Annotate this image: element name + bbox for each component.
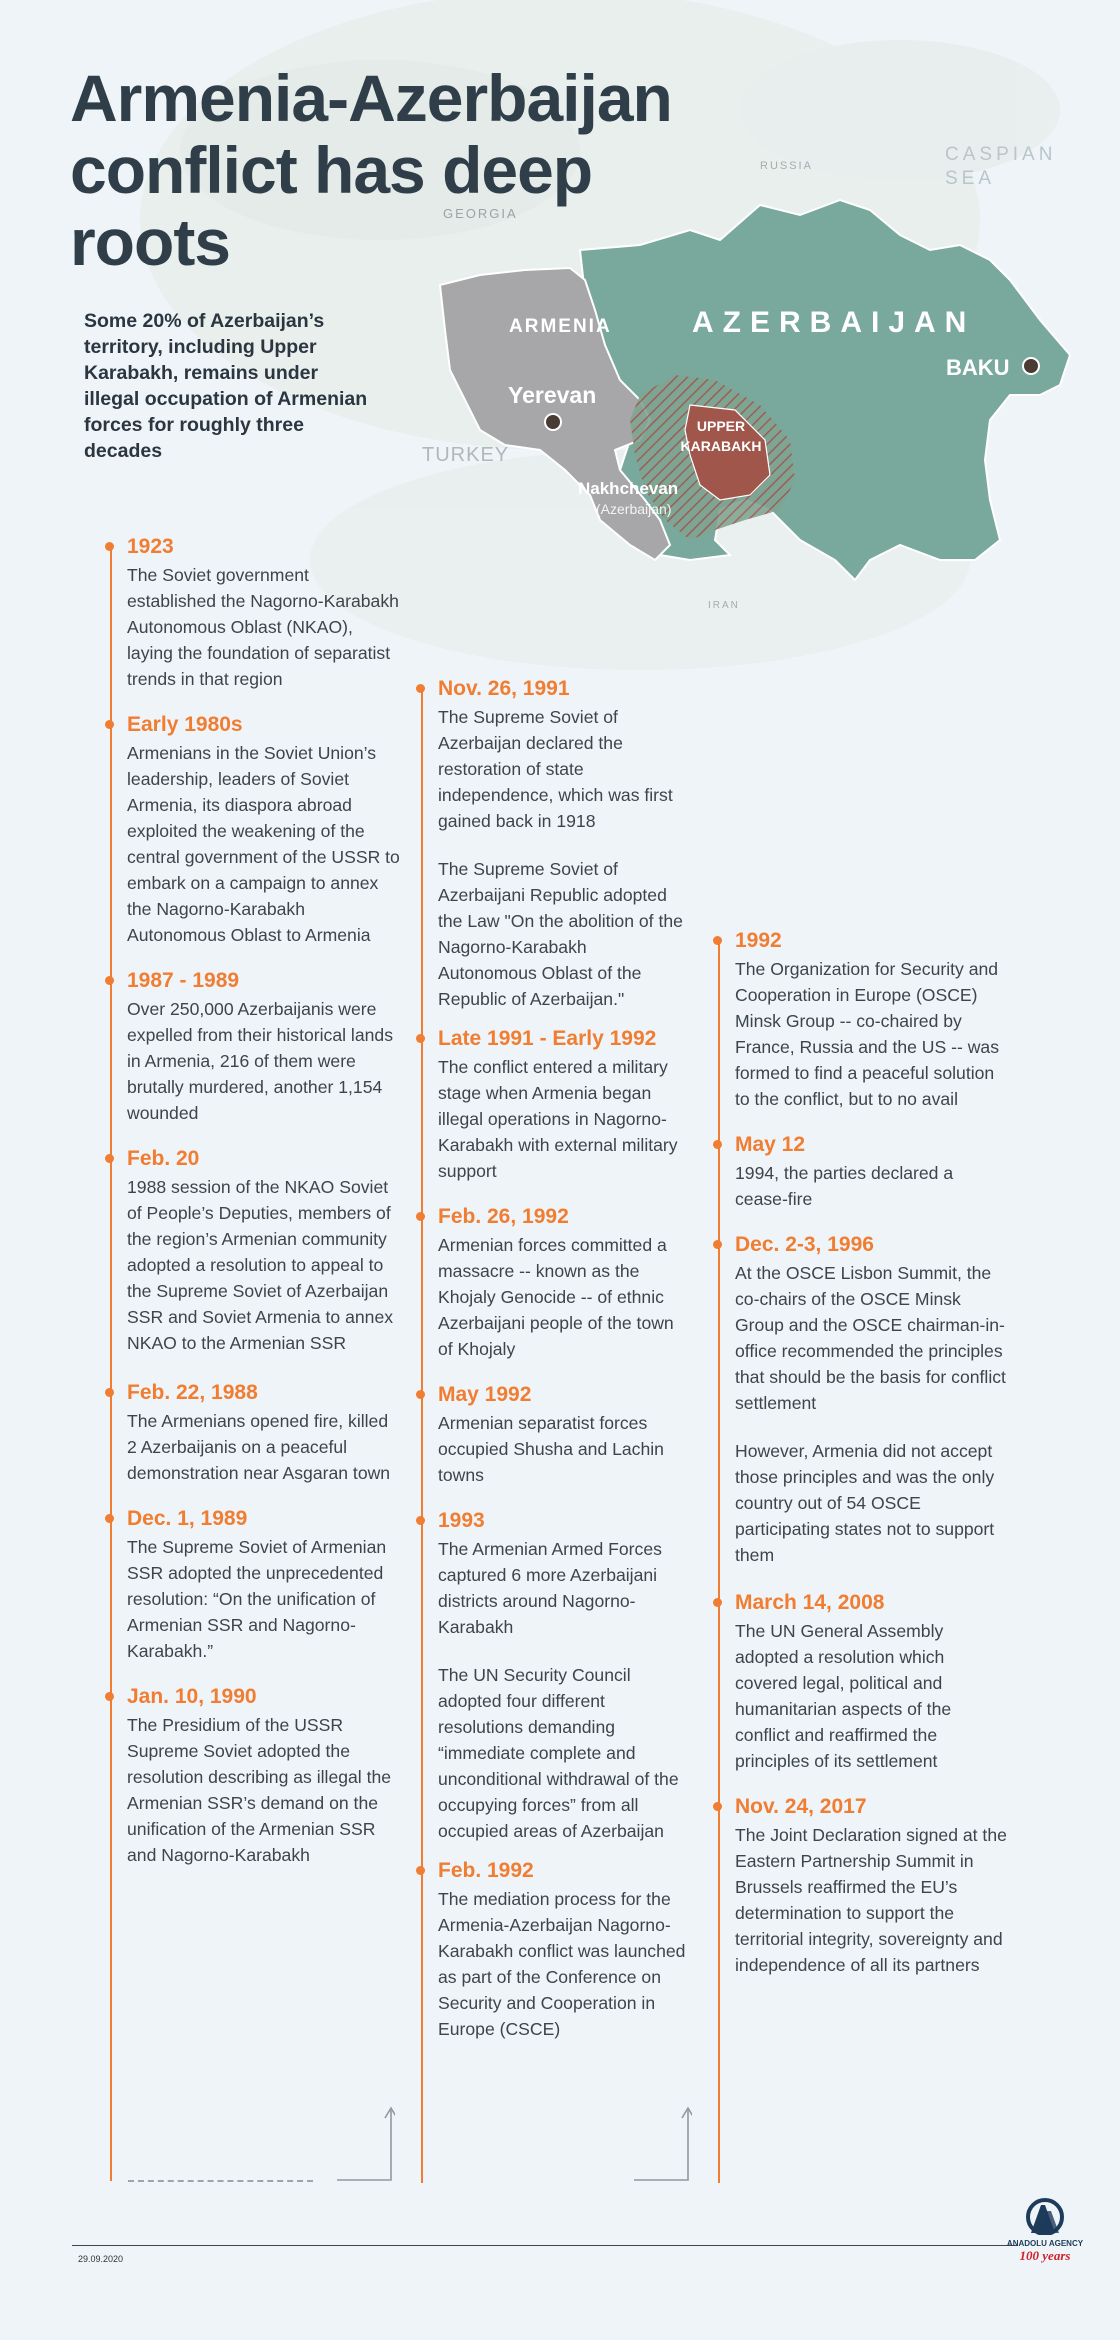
timeline-entry [111, 1146, 401, 1356]
entry-text-continued: The UN Security Council adopted four different resolutions demanding “immediate complete and unconditional withdrawal of the occupying forces” from all occupied areas of Azerbaijan [438, 1665, 679, 1841]
entry-date: Dec. 2-3, 1996 [735, 1233, 874, 1256]
timeline-dot [713, 1140, 722, 1149]
entry-text: 1994, the parties declared a cease-fire [735, 1163, 954, 1209]
timeline-column-1 [111, 534, 401, 1868]
timeline-dot [713, 1598, 722, 1607]
page-title: Armenia-Azerbaijan conflict has deep roots [70, 61, 672, 279]
timeline-entry [719, 928, 1009, 1112]
entry-text-continued: However, Armenia did not accept those principles and was the only country out of 54 OSCE participating states not to support them [735, 1441, 995, 1565]
entry-date: 1923 [127, 535, 174, 558]
entry-date: Early 1980s [127, 713, 243, 736]
timeline-entry [422, 1382, 687, 1488]
timeline-column-3 [719, 928, 1009, 1978]
timeline-dot [105, 720, 114, 729]
continue-arrow-icon [632, 2104, 692, 2186]
entry-text: The Presidium of the USSR Supreme Soviet adopted the resolution describing as illegal the Armenian SSR’s demand on the unification of the Armenian SSR and Nagorno-Karabakh [127, 1715, 392, 1865]
page-subtitle: Some 20% of Azerbaijan’s territory, including Upper Karabakh, remains under illegal occupation of Armenian forces for roughly three decades [84, 310, 368, 462]
timeline-dot [105, 1154, 114, 1163]
timeline-dot [105, 542, 114, 551]
entry-text: The Joint Declaration signed at the Eastern Partnership Summit in Brussels reaffirmed the EU’s determination to support the territorial integrity, sovereignty and independence of all its partners [735, 1825, 1007, 1975]
timeline-entry [719, 1794, 1009, 1978]
entry-text: Armenian separatist forces occupied Shusha and Lachin towns [438, 1413, 664, 1485]
map-label-upper-karabakh: UPPER KARABAKH [680, 418, 762, 454]
entry-date: Late 1991 - Early 1992 [438, 1027, 657, 1050]
entry-text: The Armenians opened fire, killed 2 Azerbaijanis on a peaceful demonstration near Asgaran town [127, 1411, 391, 1483]
timeline-dot [416, 684, 425, 693]
timeline-entry [111, 1684, 401, 1868]
timeline-entry [111, 1380, 401, 1486]
timeline-column-2 [422, 676, 687, 2042]
timeline-dot [416, 1516, 425, 1525]
map-label-georgia: GEORGIA [443, 206, 518, 221]
entry-text-continued: The Supreme Soviet of Azerbaijani Republic adopted the Law "On the abolition of the Nagorno-Karabakh Autonomous Oblast of the Republic of Azerbaijan." [438, 859, 683, 1009]
timeline-entry [422, 1858, 687, 2042]
footer-rule [72, 2245, 1017, 2246]
map-label-iran: IRAN [708, 600, 740, 611]
baku-marker [1023, 358, 1039, 374]
timeline-dot [105, 1388, 114, 1397]
timeline-dot [105, 1514, 114, 1523]
agency-logo-icon [1021, 2195, 1069, 2235]
map-label-baku: BAKU [946, 355, 1010, 380]
map-label-turkey: TURKEY [422, 444, 510, 466]
timeline-entry [422, 1508, 687, 1844]
entry-text: The conflict entered a military stage when Armenia began illegal operations in Nagorno-Karabakh with external military support [438, 1057, 678, 1181]
entry-date: 1987 - 1989 [127, 969, 240, 992]
map-label-azerbaijan: AZERBAIJAN [692, 306, 976, 339]
timeline-entry [111, 1506, 401, 1664]
entry-text: At the OSCE Lisbon Summit, the co-chairs of the OSCE Minsk Group and the OSCE chairman-in-office recommended the principles that should be the basis for conflict settlement [735, 1263, 1006, 1413]
timeline-entry [719, 1132, 1009, 1212]
map-label-nakhchevan: Nakhchevan [578, 479, 679, 498]
entry-text: The UN General Assembly adopted a resolution which covered legal, political and humanitarian aspects of the conflict and reaffirmed the principles of its settlement [735, 1621, 952, 1771]
entry-date: Feb. 26, 1992 [438, 1205, 569, 1228]
entry-text: Armenian forces committed a massacre -- known as the Khojaly Genocide -- of ethnic Azerbaijani people of the town of Khojaly [438, 1235, 674, 1359]
timeline-entry [111, 968, 401, 1126]
timeline-dot [713, 1802, 722, 1811]
map-label-caspian-sea: CASPIAN SEA [945, 144, 1057, 189]
entry-text: The Organization for Security and Cooperation in Europe (OSCE) Minsk Group -- co-chaired by France, Russia and the US -- was formed to find a peaceful solution to the conflict, but to no avail [735, 959, 1000, 1109]
yerevan-marker [545, 414, 561, 430]
timeline-entry [422, 1204, 687, 1362]
entry-date: Nov. 24, 2017 [735, 1795, 867, 1818]
timeline-entry [719, 1590, 1009, 1774]
timeline-entry [111, 712, 401, 948]
entry-text: 1988 session of the NKAO Soviet of People’s Deputies, members of the region’s Armenian community adopted a resolution to appeal to the Supreme Soviet of Azerbaijan SSR and Soviet Armenia to annex NKAO to the Armenian SSR [127, 1177, 394, 1353]
entry-date: Feb. 22, 1988 [127, 1381, 258, 1404]
entry-date: 1992 [735, 929, 782, 952]
entry-text: Over 250,000 Azerbaijanis were expelled from their historical lands in Armenia, 216 of them were brutally murdered, another 1,154 wounded [127, 999, 393, 1123]
timeline-dot [416, 1866, 425, 1875]
agency-name: ANADOLU AGENCY [1006, 2239, 1084, 2248]
entry-date: Feb. 20 [127, 1147, 200, 1170]
agency-anniversary: 100 years [1019, 2248, 1071, 2263]
continuation-dashes [128, 2180, 313, 2182]
map-label-nakhchevan-sub: (Azerbaijan) [596, 501, 672, 517]
timeline-entry [422, 676, 687, 1012]
timeline-entry [719, 1232, 1009, 1568]
entry-text: The mediation process for the Armenia-Azerbaijan Nagorno-Karabakh conflict was launched as part of the Conference on Security and Cooperation in Europe (CSCE) [438, 1889, 686, 2039]
timeline-dot [416, 1034, 425, 1043]
entry-text: The Soviet government established the Nagorno-Karabakh Autonomous Oblast (NKAO), laying the foundation of separatist trends in that region [127, 565, 399, 689]
footer-date: 29.09.2020 [78, 2254, 124, 2264]
timeline-entry [111, 534, 401, 692]
entry-date: 1993 [438, 1509, 485, 1532]
entry-date: May 1992 [438, 1383, 532, 1406]
entry-date: March 14, 2008 [735, 1591, 885, 1614]
entry-date: Dec. 1, 1989 [127, 1507, 248, 1530]
timeline-dot [416, 1212, 425, 1221]
timeline-entry [422, 1026, 687, 1184]
entry-text: The Supreme Soviet of Armenian SSR adopted the unprecedented resolution: “On the unification of Armenian SSR and Nagorno-Karabakh.” [127, 1537, 387, 1661]
map-label-russia: RUSSIA [760, 160, 813, 172]
entry-text: The Armenian Armed Forces captured 6 more Azerbaijani districts around Nagorno-Karabakh [438, 1539, 662, 1637]
entry-text: The Supreme Soviet of Azerbaijan declared the restoration of state independence, which was first gained back in 1918 [438, 707, 673, 831]
entry-date: Nov. 26, 1991 [438, 677, 570, 700]
timeline-dot [713, 1240, 722, 1249]
timeline-dot [105, 976, 114, 985]
map-label-armenia: ARMENIA [509, 316, 612, 337]
timeline-dot [416, 1390, 425, 1399]
map-label-yerevan: Yerevan [508, 382, 597, 408]
entry-date: May 12 [735, 1133, 806, 1156]
timeline-dot [713, 936, 722, 945]
continue-arrow-icon [335, 2104, 395, 2186]
entry-date: Jan. 10, 1990 [127, 1685, 257, 1708]
timeline-dot [105, 1692, 114, 1701]
entry-date: Feb. 1992 [438, 1859, 534, 1882]
agency-logo [1005, 2195, 1085, 2264]
entry-text: Armenians in the Soviet Union’s leadership, leaders of Soviet Armenia, its diaspora abroad exploited the weakening of the central government of the USSR to embark on a campaign to annex the Nagorno-Karabakh Autonomous Oblast to Armenia [127, 743, 400, 945]
